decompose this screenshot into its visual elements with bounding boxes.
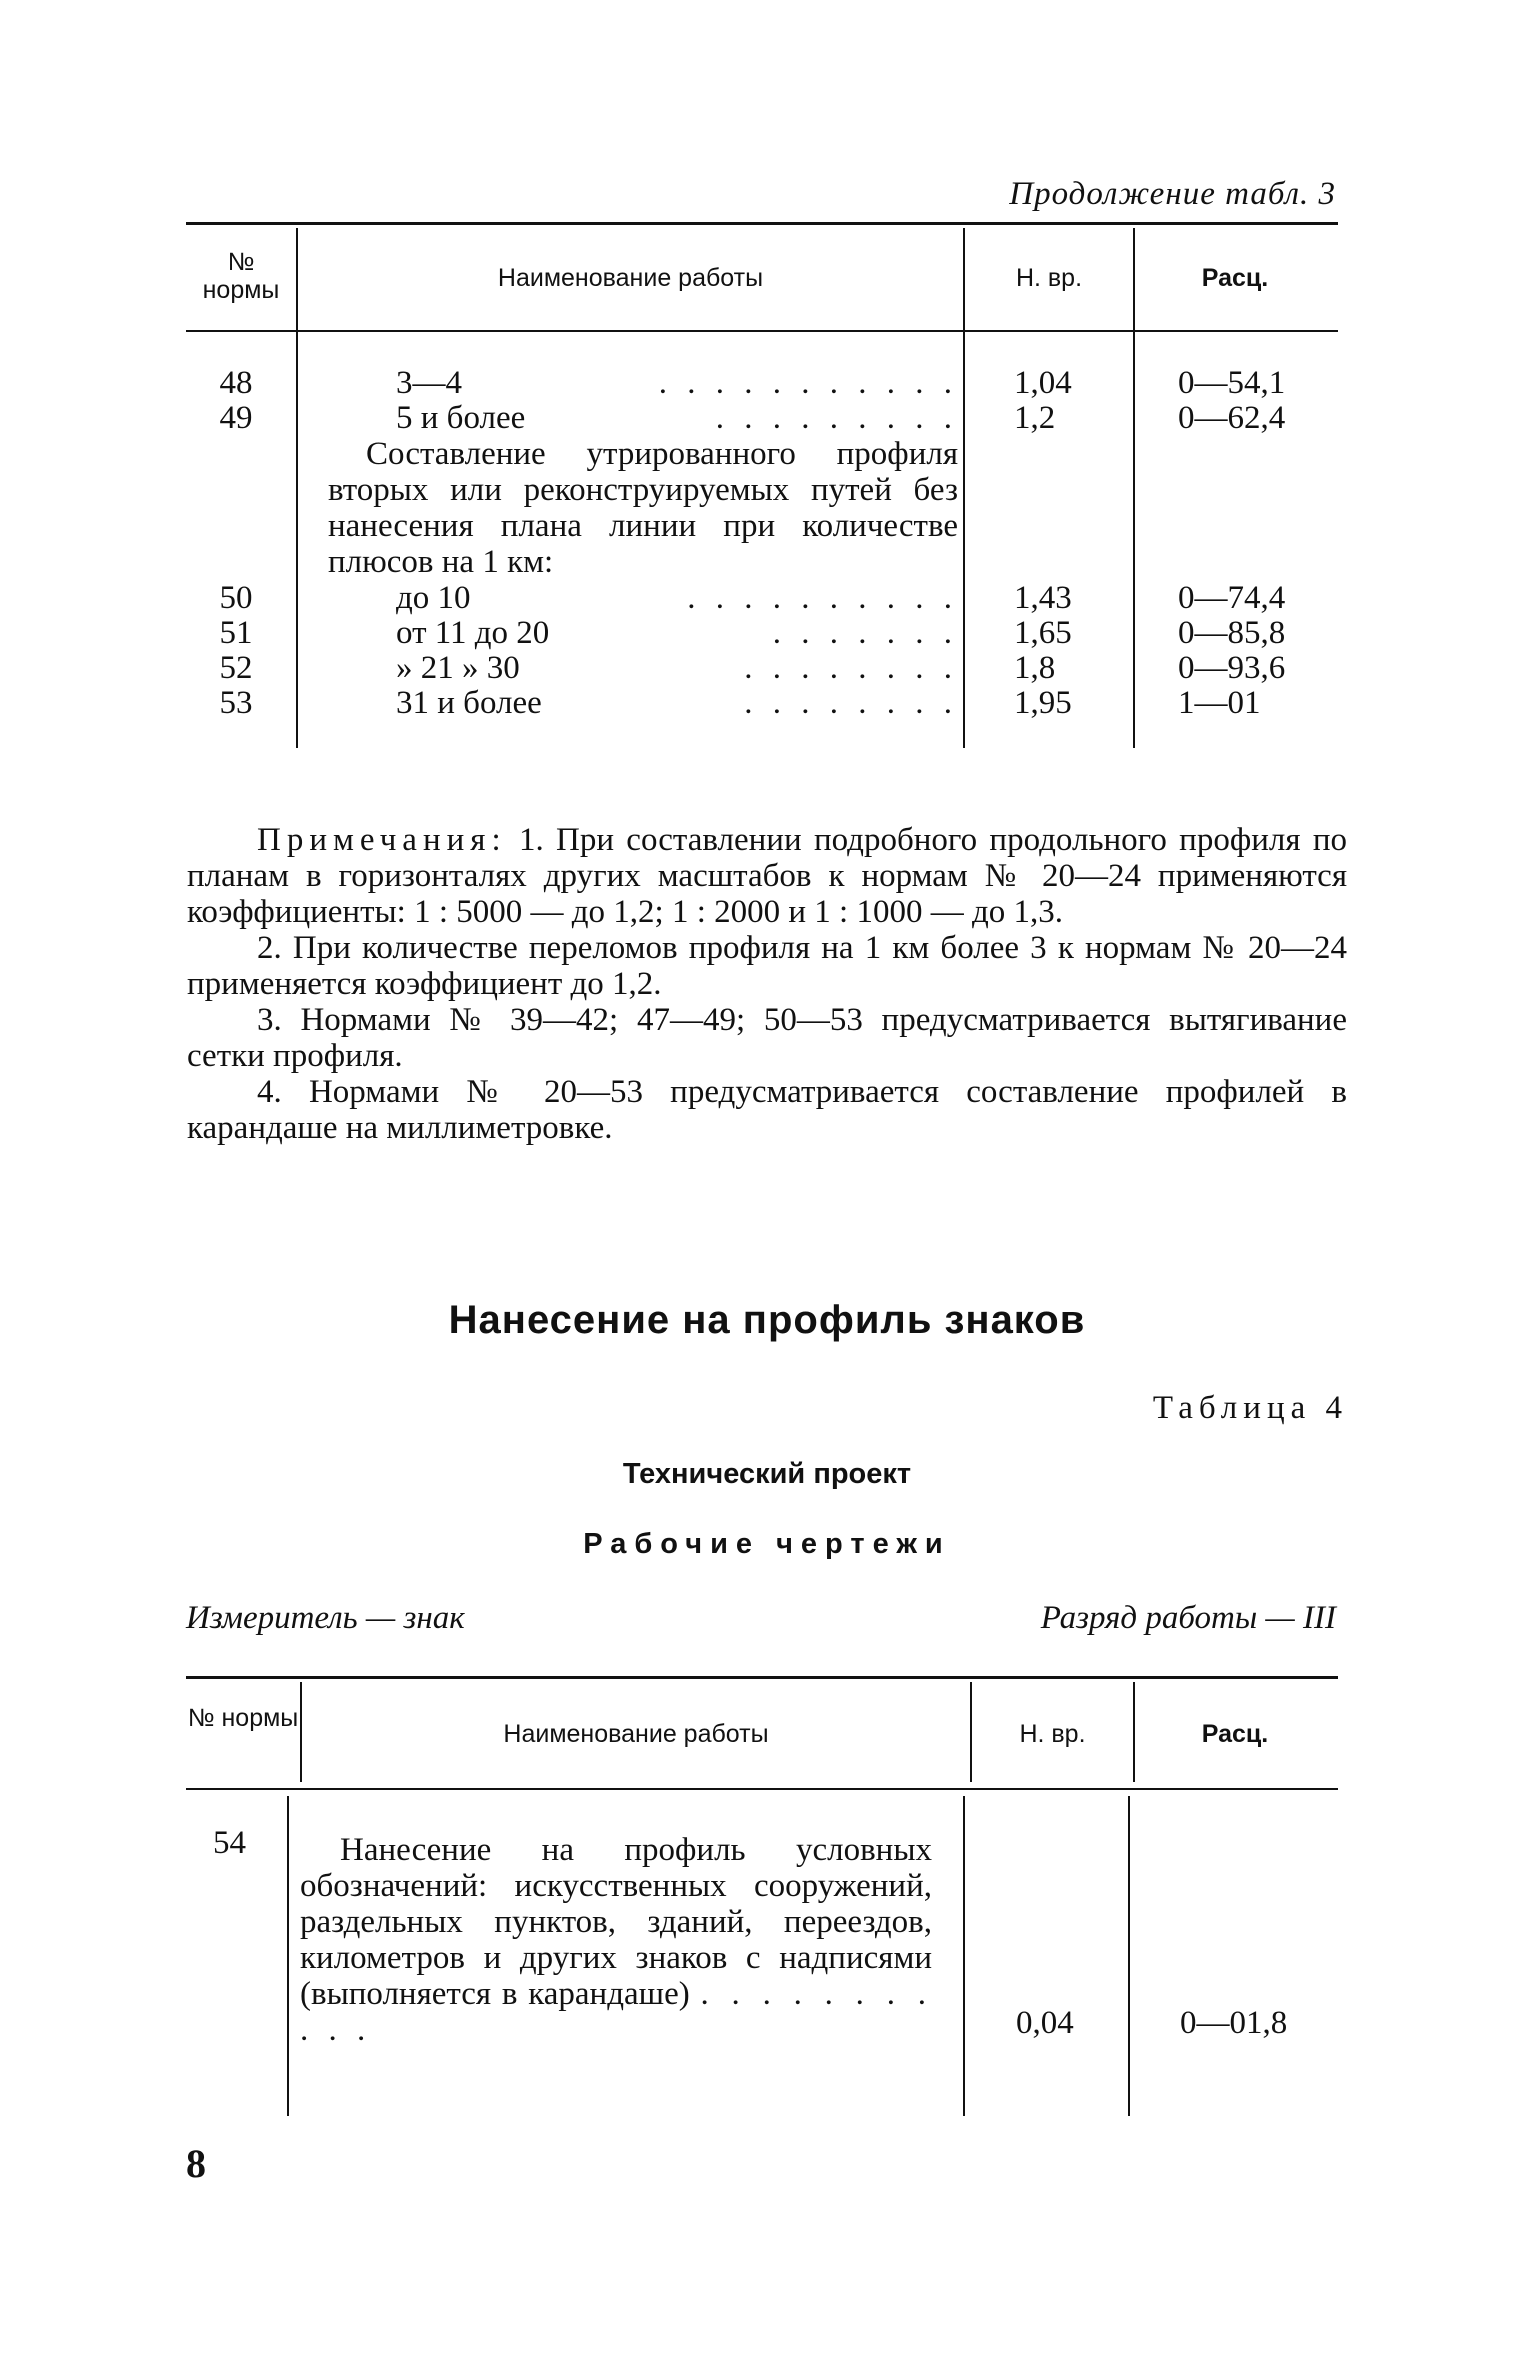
table3-row-rate: 0—54,1: [1178, 365, 1286, 401]
table3-row-num: 53: [219, 685, 253, 721]
table3-header-name: Наименование работы: [497, 264, 764, 292]
table3-row-num: 50: [219, 580, 253, 616]
table-continuation-caption: Продолжение табл. 3: [1009, 176, 1336, 212]
table3-row-num: 52: [219, 650, 253, 686]
page-number: 8: [186, 2141, 206, 2186]
table4-col-divider: [1128, 1796, 1130, 2116]
work-grade-label: Разряд работы — III: [1040, 1600, 1336, 1636]
table4-col-divider: [963, 1796, 965, 2116]
dot-leader: . . . . . . . . .: [715, 400, 958, 436]
table3-group-description: Составление утрированного профиля вторых или реконструируемых путей без нанесения плана линии при количестве плюсов на 1 км:: [328, 436, 958, 580]
table3-col-divider: [1133, 228, 1135, 748]
table4-top-rule: [186, 1676, 1338, 1679]
table3-row-time: 1,65: [1014, 615, 1072, 651]
subtitle-technical-project: Технический проект: [622, 1458, 912, 1490]
table3-row-time: 1,04: [1014, 365, 1072, 401]
table3-col-divider: [296, 228, 298, 748]
table4-header-name: Наименование работы: [503, 1720, 769, 1748]
table3-header-time: Н. вр.: [1015, 264, 1083, 292]
table4-header-rule: [186, 1788, 1338, 1790]
table3-top-rule: [186, 222, 1338, 225]
table3-row-rate: 1—01: [1178, 685, 1261, 721]
table4-row-rate: 0—01,8: [1180, 2005, 1288, 2041]
table3-row-time: 1,2: [1014, 400, 1056, 436]
table3-row-rate: 0—93,6: [1178, 650, 1286, 686]
table3-row-rate: 0—85,8: [1178, 615, 1286, 651]
table3-row-name: » 21 » 30 . . . . . . . .: [396, 650, 958, 686]
table3-row-time: 1,8: [1014, 650, 1056, 686]
table-label: Таблица 4: [1152, 1390, 1348, 1426]
table3-header-num: № нормы: [202, 248, 280, 304]
table4-row-time: 0,04: [1016, 2005, 1074, 2041]
table3-row-name: 5 и более . . . . . . . . .: [396, 400, 958, 436]
note-4: 4. Нормами № 20—53 предусматривается составление профилей в карандаше на миллиметровке.: [187, 1074, 1347, 1146]
table3-row-num: 49: [219, 400, 253, 436]
table3-row-rate: 0—62,4: [1178, 400, 1286, 436]
dot-leader: . . . . . . . . . . .: [300, 1976, 933, 2048]
table3-notes: [187, 822, 1347, 1146]
table3-row-name: от 11 до 20 . . . . . . .: [396, 615, 958, 651]
dot-leader: . . . . . . .: [772, 615, 958, 651]
table4-header-rate: Расц.: [1201, 1720, 1269, 1748]
table3-col-divider: [963, 228, 965, 748]
table3-header-rate: Расц.: [1201, 264, 1269, 292]
table3-row-num: 48: [219, 365, 253, 401]
subtitle-working-drawings: Рабочие чертежи: [583, 1528, 951, 1560]
dot-leader: . . . . . . . .: [744, 650, 958, 686]
table4-row-name: Нанесение на профиль условных обозначений: искусственных сооружений, раздельных пунктов, зданий, переездов, километров и других знаков с надписями (выполняется в карандаше) . . . . . . . . . . .: [300, 1832, 933, 2048]
table4-header-num: № нормы: [187, 1704, 299, 1732]
table4-row-num: 54: [213, 1825, 246, 1861]
table3-row-rate: 0—74,4: [1178, 580, 1286, 616]
dot-leader: . . . . . . . . . . .: [658, 365, 958, 401]
meter-label: Измеритель — знак: [186, 1600, 465, 1636]
section-title: Нанесение на профиль знаков: [448, 1298, 1086, 1342]
notes-lead: Примечания:: [257, 822, 507, 858]
dot-leader: . . . . . . . .: [744, 685, 958, 721]
table3-row-time: 1,95: [1014, 685, 1072, 721]
table3-row-name: 31 и более . . . . . . . .: [396, 685, 958, 721]
table3-row-name: до 10 . . . . . . . . . .: [396, 580, 958, 616]
note-3: 3. Нормами № 39—42; 47—49; 50—53 предусматривается вытягивание сетки профиля.: [187, 1002, 1347, 1074]
table3-header-rule: [186, 330, 1338, 332]
note-1: Примечания: 1. При составлении подробного продольного профиля по планам в горизонталях других масштабов к нормам № 20—24 применяются коэффициенты: 1 : 5000 — до 1,2; 1 : 2000 и 1 : 1000 — до 1,3.: [187, 822, 1347, 930]
table4-col-divider: [287, 1796, 289, 2116]
table4-header-time: Н. вр.: [1019, 1720, 1086, 1748]
table3-row-name: 3—4 . . . . . . . . . . .: [396, 365, 958, 401]
note-2: 2. При количестве переломов профиля на 1 км более 3 к нормам № 20—24 применяется коэффициент до 1,2.: [187, 930, 1347, 1002]
table3-row-time: 1,43: [1014, 580, 1072, 616]
dot-leader: . . . . . . . . . .: [687, 580, 958, 616]
table3-row-num: 51: [219, 615, 253, 651]
